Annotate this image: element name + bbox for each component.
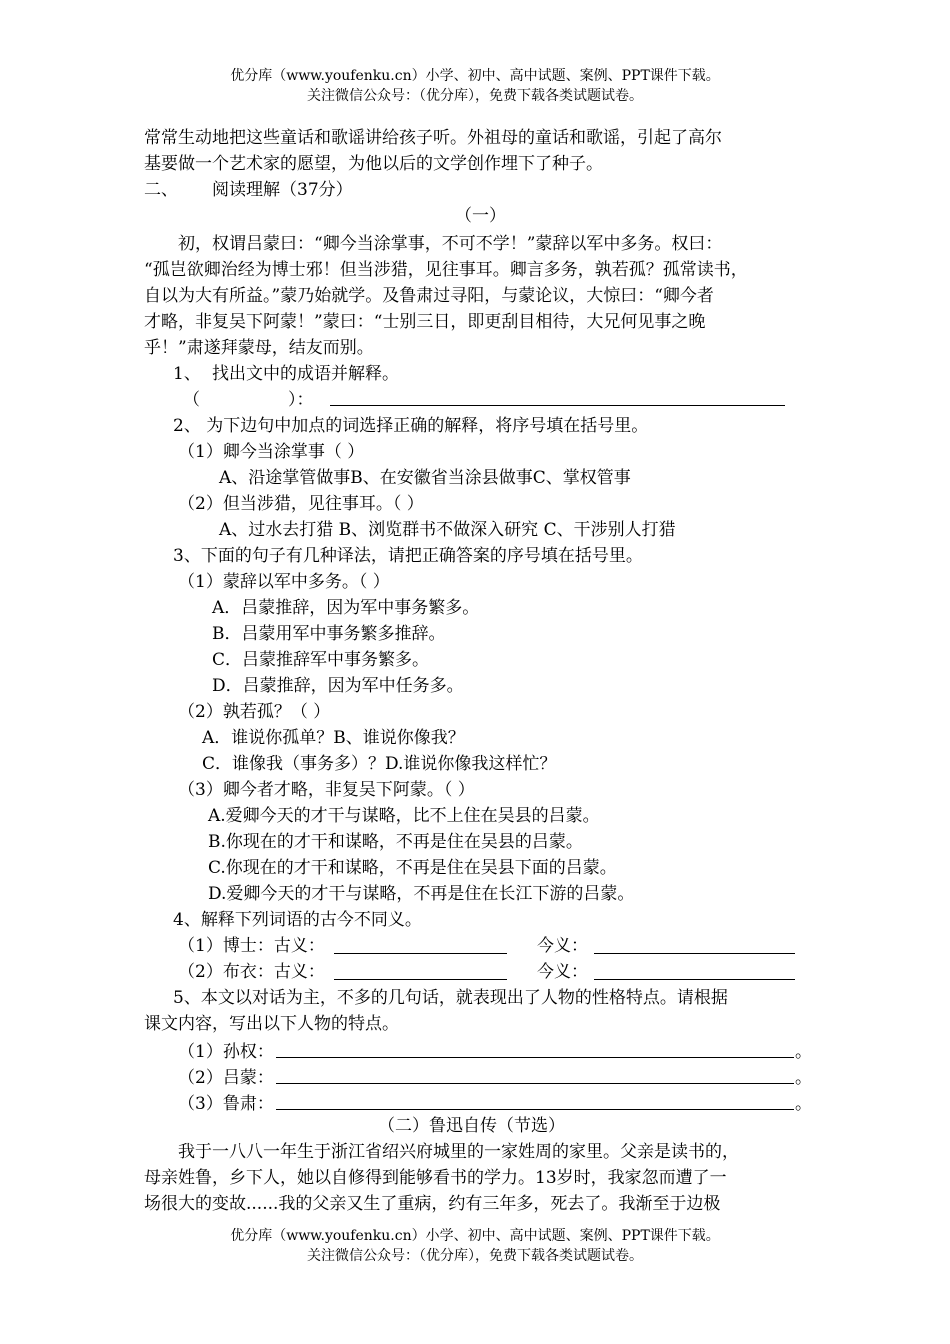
passage-line: “孤岂欲卿治经为博士邪！但当涉猎，见往事耳。卿言多务，孰若孤？孤常读书， bbox=[144, 260, 748, 280]
q1-answer-open: （ bbox=[183, 390, 200, 410]
q1-number: 1、 bbox=[173, 364, 201, 384]
q3-option: C.你现在的才干和谋略，不再是住在吴县下面的吕蒙。 bbox=[208, 858, 617, 878]
q5-item-answer-line[interactable] bbox=[276, 1109, 794, 1110]
q4-row-2-modern-line[interactable] bbox=[594, 979, 795, 980]
q3-option: D．吕蒙推辞，因为军中任务多。 bbox=[212, 676, 464, 696]
q3-option: B.你现在的才干和谋略，不再是住在吴县的吕蒙。 bbox=[208, 832, 583, 852]
q5-item-answer-line[interactable] bbox=[276, 1083, 794, 1084]
q4-row-2-modern-label: 今义： bbox=[537, 962, 588, 982]
q5-item-label: （1）孙权： bbox=[178, 1042, 274, 1062]
footer-line-2: 关注微信公众号：（优分库），免费下载各类试题试卷。 bbox=[307, 1248, 643, 1264]
q5-item-end: 。 bbox=[795, 1042, 812, 1062]
page-footer bbox=[0, 1226, 950, 1266]
q4-row-1-modern-label: 今义： bbox=[537, 936, 588, 956]
q4-row-1-modern-line[interactable] bbox=[594, 953, 795, 954]
q5-text-line-2: 课文内容，写出以下人物的特点。 bbox=[144, 1014, 399, 1034]
q4-row-1-ancient-line[interactable] bbox=[334, 953, 507, 954]
q3-sub-1: （1）蒙辞以军中多务。（ ） bbox=[178, 572, 390, 592]
q3-text: 3、下面的句子有几种译法，请把正确答案的序号填在括号里。 bbox=[173, 546, 643, 566]
q3-sub-2: （2）孰若孤？（ ） bbox=[178, 702, 331, 722]
header-line-2: 关注微信公众号：（优分库），免费下载各类试题试卷。 bbox=[307, 88, 643, 104]
q3-sub-3: （3）卿今者才略，非复吴下阿蒙。（ ） bbox=[178, 780, 475, 800]
q5-item-answer-line[interactable] bbox=[276, 1057, 794, 1058]
q3-option: A.爱卿今天的才干与谋略，比不上住在吴县的吕蒙。 bbox=[208, 806, 600, 826]
passage-line: 初，权谓吕蒙曰：“卿今当涂掌事，不可不学！”蒙辞以军中多务。权曰： bbox=[178, 234, 723, 254]
q5-item-end: 。 bbox=[795, 1094, 812, 1114]
q2-text: 2、 为下边句中加点的词选择正确的解释，将序号填在括号里。 bbox=[173, 416, 649, 436]
part2-passage-line: 场很大的变故......我的父亲又生了重病，约有三年多，死去了。我渐至于边极 bbox=[144, 1194, 721, 1214]
q2-sub-2-options: A、过水去打猎 B、浏览群书不做深入研究 C、干涉别人打猎 bbox=[219, 520, 676, 540]
q1-text: 找出文中的成语并解释。 bbox=[212, 364, 399, 384]
q2-sub-1: （1）卿今当涂掌事（ ） bbox=[178, 442, 365, 462]
q5-item-label: （3）鲁肃： bbox=[178, 1094, 274, 1114]
q4-text: 4、解释下列词语的古今不同义。 bbox=[173, 910, 422, 930]
q5-item-end: 。 bbox=[795, 1068, 812, 1088]
q3-option: C．谁像我（事务多）？D.谁说你像我这样忙？ bbox=[202, 754, 557, 774]
section-title: 阅读理解（37分） bbox=[212, 180, 353, 200]
q3-option: B．吕蒙用军中事务繁多推辞。 bbox=[212, 624, 446, 644]
footer-line-1: 优分库（www.youfenku.cn）小学、初中、高中试题、案例、PPT课件下载。 bbox=[230, 1228, 720, 1244]
passage-line: 乎！”肃遂拜蒙母，结友而别。 bbox=[144, 338, 374, 358]
q4-row-1-label: （1）博士：古义： bbox=[178, 936, 325, 956]
q3-option: D.爱卿今天的才干与谋略，不再是住在长江下游的吕蒙。 bbox=[208, 884, 635, 904]
part2-passage-line: 母亲姓鲁，乡下人，她以自修得到能够看书的学力。13岁时，我家忽而遭了一 bbox=[144, 1168, 727, 1188]
q4-row-2-ancient-line[interactable] bbox=[334, 979, 507, 980]
q3-option: A．吕蒙推辞，因为军中事务繁多。 bbox=[212, 598, 480, 618]
section-number: 二、 bbox=[144, 180, 178, 200]
q1-answer-line[interactable] bbox=[330, 405, 785, 406]
header-line-1: 优分库（www.youfenku.cn）小学、初中、高中试题、案例、PPT课件下载。 bbox=[230, 68, 720, 84]
q5-text-line-1: 5、本文以对话为主，不多的几句话，就表现出了人物的性格特点。请根据 bbox=[173, 988, 728, 1008]
intro-line-1: 常常生动地把这些童话和歌谣讲给孩子听。外祖母的童话和歌谣，引起了高尔 bbox=[144, 128, 722, 148]
part1-heading: （一） bbox=[455, 206, 506, 226]
page-header bbox=[0, 66, 950, 106]
part2-passage-line: 我于一八八一年生于浙江省绍兴府城里的一家姓周的家里。父亲是读书的， bbox=[178, 1142, 739, 1162]
q3-option: A．谁说你孤单？B、谁说你像我？ bbox=[202, 728, 465, 748]
part2-heading: （二）鲁迅自传（节选） bbox=[378, 1116, 565, 1136]
q3-option: C．吕蒙推辞军中事务繁多。 bbox=[212, 650, 430, 670]
q5-item-label: （2）吕蒙： bbox=[178, 1068, 274, 1088]
intro-line-2: 基要做一个艺术家的愿望，为他以后的文学创作埋下了种子。 bbox=[144, 154, 603, 174]
q4-row-2-label: （2）布衣：古义： bbox=[178, 962, 325, 982]
passage-line: 才略，非复吴下阿蒙！”蒙曰：“士别三日，即更刮目相待，大兄何见事之晚 bbox=[144, 312, 706, 332]
q1-answer-close: ）： bbox=[288, 390, 314, 410]
q2-sub-2: （2）但当涉猎，见往事耳。（ ） bbox=[178, 494, 424, 514]
passage-line: 自以为大有所益。”蒙乃始就学。及鲁肃过寻阳，与蒙论议，大惊曰：“卿今者 bbox=[144, 286, 714, 306]
q2-sub-1-options: A、沿途掌管做事B、在安徽省当涂县做事C、掌权管事 bbox=[219, 468, 631, 488]
